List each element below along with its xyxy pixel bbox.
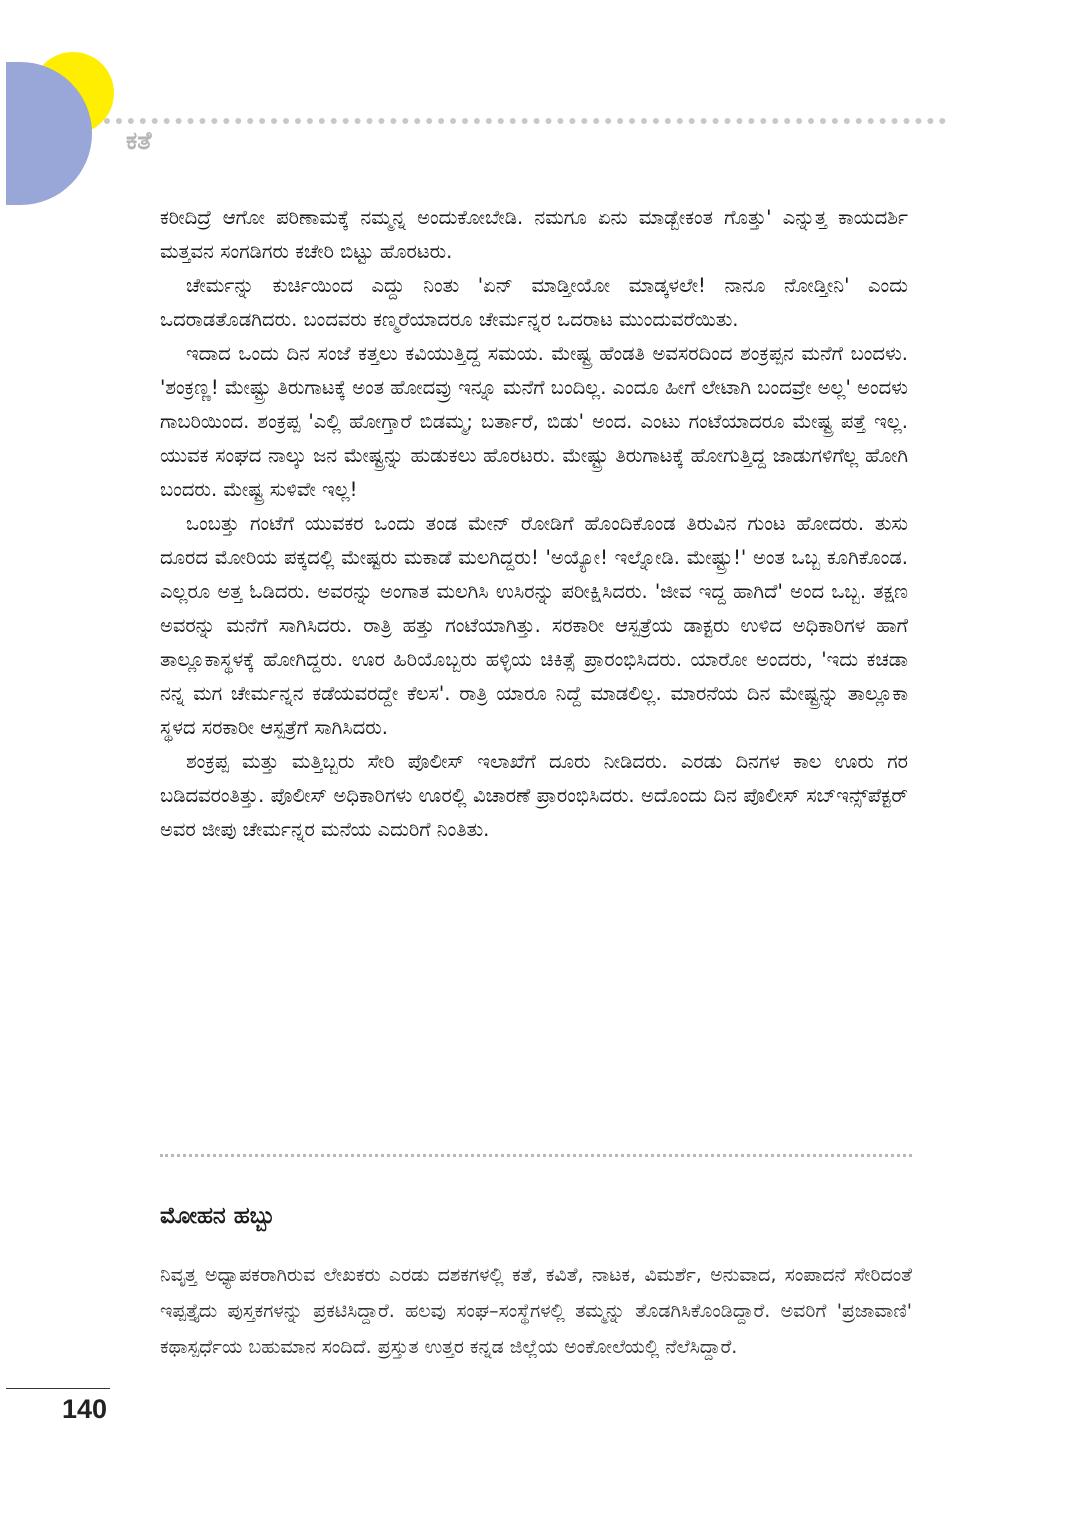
section-label: ಕತೆ (126, 126, 152, 155)
story-paragraph: ಕರೀದಿದ್ರೆ ಆಗೋ ಪರಿಣಾಮಕ್ಕೆ ನಮ್ಮನ್ನ ಅಂದುಕೋಬೇಡಿ. ನಮಗೂ ಏನು ಮಾಡ್ಬೇಕಂತ ಗೊತ್ತು' ಎನ್ನುತ್ತ ಕಾಯದರ್ಶಿ ಮತ್ತವನ ಸಂಗಡಿಗರು ಕಚೇರಿ ಬಿಟ್ಟು ಹೊರಟರು. (160, 206, 908, 263)
story-paragraph: ಶಂಕ್ರಪ್ಪ ಮತ್ತು ಮತ್ತಿಬ್ಬರು ಸೇರಿ ಪೊಲೀಸ್ ಇಲಾಖೆಗೆ ದೂರು ನೀಡಿದರು. ಎರಡು ದಿನಗಳ ಕಾಲ ಊರು ಗರ ಬಡಿದವರಂತಿತ್ತು. ಪೊಲೀಸ್ ಅಧಿಕಾರಿಗಳು ಊರಲ್ಲಿ ವಿಚಾರಣೆ ಪ್ರಾರಂಭಿಸಿದರು. ಅದೊಂದು ದಿನ ಪೊಲೀಸ್ ಸಬ್ಇನ್ಸ್‌ಪೆಕ್ಟರ್ ಅವರ ಜೀಪು ಚೇರ್ಮನ್ನರ ಮನೆಯ ಎದುರಿಗೆ ನಿಂತಿತು. (160, 750, 908, 841)
header-dotted-divider (104, 118, 946, 124)
author-name: ಮೋಹನ ಹಬ್ಬು (160, 1203, 276, 1229)
story-paragraph: ಚೇರ್ಮನ್ನು ಕುರ್ಚಿಯಿಂದ ಎದ್ದು ನಿಂತು 'ಏನ್ ಮಾಡ್ತೀಯೋ ಮಾಡ್ಕಳಲೇ! ನಾನೂ ನೋಡ್ತೀನಿ' ಎಂದು ಒದರಾಡತೊಡಗಿದರು. ಬಂದವರು ಕಣ್ಮರೆಯಾದರೂ ಚೇರ್ಮನ್ನರ ಒದರಾಟ ಮುಂದುವರೆಯಿತು. (160, 274, 908, 331)
author-bio: ನಿವೃತ್ತ ಅಧ್ಯಾಪಕರಾಗಿರುವ ಲೇಖಕರು ಎರಡು ದಶಕಗಳಲ್ಲಿ ಕತೆ, ಕವಿತೆ, ನಾಟಕ, ವಿಮರ್ಶೆ, ಅನುವಾದ, ಸಂಪಾದನೆ ಸೇರಿದಂತೆ ಇಪ್ಪತ್ತೈದು ಪುಸ್ತಕಗಳನ್ನು ಪ್ರಕಟಿಸಿದ್ದಾರೆ. ಹಲವು ಸಂಘ–ಸಂಸ್ಥೆಗಳಲ್ಲಿ ತಮ್ಮನ್ನು ತೊಡಗಿಸಿಕೊಂಡಿದ್ದಾರೆ. ಅವರಿಗೆ 'ಪ್ರಜಾವಾಣಿ' ಕಥಾಸ್ಪರ್ಧೆಯ ಬಹುಮಾನ ಸಂದಿದೆ. ಪ್ರಸ್ತುತ ಉತ್ತರ ಕನ್ನಡ ಜಿಲ್ಲೆಯ ಅಂಕೋಲೆಯಲ್ಲಿ ನೆಲೆಸಿದ್ದಾರೆ. (160, 1264, 912, 1358)
story-body (160, 201, 908, 847)
author-section-divider (160, 1154, 912, 1157)
page-number: 140 (62, 1394, 108, 1424)
story-paragraph: ಒಂಬತ್ತು ಗಂಟೆಗೆ ಯುವಕರ ಒಂದು ತಂಡ ಮೇನ್ ರೋಡಿಗೆ ಹೊಂದಿಕೊಂಡ ತಿರುವಿನ ಗುಂಟ ಹೋದರು. ತುಸು ದೂರದ ಮೋರಿಯ ಪಕ್ಕದಲ್ಲಿ ಮೇಷ್ಟರು ಮಕಾಡೆ ಮಲಗಿದ್ದರು! 'ಅಯ್ಯೋ! ಇಲ್ನೋಡಿ. ಮೇಷ್ಟ್ರು!' ಅಂತ ಒಬ್ಬ ಕೂಗಿಕೊಂಡ. ಎಲ್ಲರೂ ಅತ್ತ ಓಡಿದರು. ಅವರನ್ನು ಅಂಗಾತ ಮಲಗಿಸಿ ಉಸಿರನ್ನು ಪರೀಕ್ಷಿಸಿದರು. 'ಜೀವ ಇದ್ದ ಹಾಗಿದೆ' ಅಂದ ಒಬ್ಬ. ತಕ್ಷಣ ಅವರನ್ನು ಮನೆಗೆ ಸಾಗಿಸಿದರು. ರಾತ್ರಿ ಹತ್ತು ಗಂಟೆಯಾಗಿತ್ತು. ಸರಕಾರೀ ಆಸ್ಪತ್ರೆಯ ಡಾಕ್ಟರು ಉಳಿದ ಅಧಿಕಾರಿಗಳ ಹಾಗೆ ತಾಲ್ಲೂಕಾಸ್ಥಳಕ್ಕೆ ಹೋಗಿದ್ದರು. ಊರ ಹಿರಿಯೊಬ್ಬರು ಹಳ್ಳಿಯ ಚಿಕಿತ್ಸೆ ಪ್ರಾರಂಭಿಸಿದರು. ಯಾರೋ ಅಂದರು, 'ಇದು ಕಚಡಾ ನನ್ನ ಮಗ ಚೇರ್ಮನ್ನನ ಕಡೆಯವರದ್ದೇ ಕೆಲಸ'. ರಾತ್ರಿ ಯಾರೂ ನಿದ್ದೆ ಮಾಡಲಿಲ್ಲ. ಮಾರನೆಯ ದಿನ ಮೇಷ್ಟ್ರನ್ನು ತಾಲ್ಲೂಕಾ ಸ್ಥಳದ ಸರಕಾರೀ ಆಸ್ಪತ್ರೆಗೆ ಸಾಗಿಸಿದರು. (160, 512, 908, 739)
footer-rule (6, 1388, 110, 1389)
story-paragraph: ಇದಾದ ಒಂದು ದಿನ ಸಂಜೆ ಕತ್ತಲು ಕವಿಯುತ್ತಿದ್ದ ಸಮಯ. ಮೇಷ್ಟ್ರ ಹೆಂಡತಿ ಅವಸರದಿಂದ ಶಂಕ್ರಪ್ಪನ ಮನೆಗೆ ಬಂದಳು. 'ಶಂಕ್ರಣ್ಣ! ಮೇಷ್ಟ್ರು ತಿರುಗಾಟಕ್ಕೆ ಅಂತ ಹೋದವ್ರು ಇನ್ನೂ ಮನೆಗೆ ಬಂದಿಲ್ಲ. ಎಂದೂ ಹೀಗೆ ಲೇಟಾಗಿ ಬಂದವ್ರೇ ಅಲ್ಲ' ಅಂದಳು ಗಾಬರಿಯಿಂದ. ಶಂಕ್ರಪ್ಪ 'ಎಲ್ಲಿ ಹೋಗ್ತಾರೆ ಬಿಡಮ್ಮ; ಬರ್ತಾರೆ, ಬಿಡು' ಅಂದ. ಎಂಟು ಗಂಟೆಯಾದರೂ ಮೇಷ್ಟ್ರ ಪತ್ತೆ ಇಲ್ಲ. ಯುವಕ ಸಂಘದ ನಾಲ್ಕು ಜನ ಮೇಷ್ಟ್ರನ್ನು ಹುಡುಕಲು ಹೊರಟರು. ಮೇಷ್ಟ್ರು ತಿರುಗಾಟಕ್ಕೆ ಹೋಗುತ್ತಿದ್ದ ಜಾಡುಗಳಿಗೆಲ್ಲ ಹೋಗಿ ಬಂದರು. ಮೇಷ್ಟ್ರ ಸುಳಿವೇ ಇಲ್ಲ! (160, 342, 908, 501)
